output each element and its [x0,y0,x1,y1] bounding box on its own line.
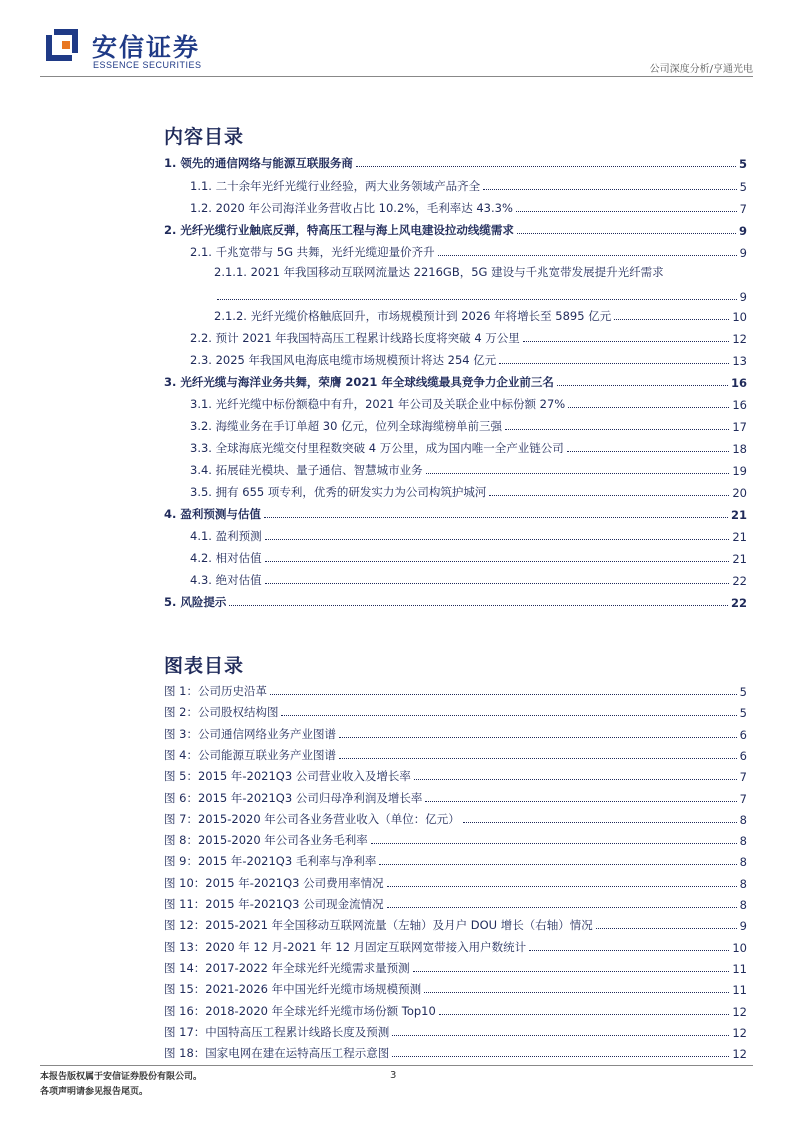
toc-entry[interactable] [190,546,747,566]
leader-dots [387,907,737,908]
figure-entry[interactable] [164,679,747,699]
figure-entry[interactable] [164,871,747,891]
footer-divider [40,1065,753,1066]
toc-entry-text: 3.1. 光纤光缆中标份额稳中有升，2021 年公司及关联企业中标份额 27% [190,397,566,411]
toc-page-number: 5 [739,180,747,194]
leader-dots [483,189,737,190]
figure-entry-text: 图 15：2021-2026 年中国光纤光缆市场规模预测 [164,982,422,997]
leader-dots [425,801,736,802]
leader-dots [265,561,730,562]
toc-entry-text: 1.1. 二十余年光纤光缆行业经验，两大业务领域产品齐全 [190,179,481,193]
toc-entry[interactable] [164,370,747,390]
leader-dots [281,715,736,716]
toc-entry[interactable] [190,458,747,478]
toc-entry[interactable] [214,284,747,304]
toc-entry-text: 2.3. 2025 年我国风电海底电缆市场规模预计将达 254 亿元 [190,353,497,367]
leader-dots [499,363,729,364]
figure-entry-text: 图 6：2015 年-2021Q3 公司归母净利润及增长率 [164,790,423,805]
leader-dots [413,971,730,972]
toc-entry[interactable] [190,240,747,260]
toc-page-number: 19 [732,464,747,478]
leader-dots [568,407,729,408]
brand-name-en: ESSENCE SECURITIES [93,60,202,70]
toc-entry-text: 3. 光纤光缆与海洋业务共舞，荣膺 2021 年全球线缆最具竞争力企业前三名 [164,375,554,389]
figure-entry[interactable] [164,1020,747,1040]
toc-entry-text[interactable]: 2.1.1. 2021 年我国移动互联网流量达 2216GB，5G 建设与千兆宽带发展提升光纤需求 [214,265,664,279]
leader-dots [614,319,729,320]
figure-entry[interactable] [164,764,747,784]
leader-dots [529,950,729,951]
figure-entry[interactable] [164,786,747,806]
report-type: 公司深度分析/亨通光电 [649,64,753,75]
leader-dots [392,1035,729,1036]
figure-entry-text: 图 12：2015-2021 年全国移动互联网流量（左轴）及月户 DOU 增长（右轴）情况 [164,918,593,933]
toc-page-number: 9 [739,290,747,304]
leader-dots [392,1056,729,1057]
toc-page-number: 5 [738,157,747,171]
toc-page-number: 21 [730,508,747,522]
figure-page-number: 8 [739,855,747,870]
toc-entry[interactable] [190,174,747,194]
toc-entry-text: 4.3. 绝对估值 [190,573,262,587]
figure-page-number: 10 [732,940,747,955]
leader-dots [265,539,730,540]
leader-dots [517,233,736,234]
figure-entry-text: 图 3：公司通信网络业务产业图谱 [164,726,336,741]
toc-page-number: 20 [732,486,747,500]
brand-name-cn: 安信证券 [92,33,201,62]
toc-entry[interactable] [190,326,747,346]
toc-entry[interactable] [190,524,747,544]
figure-entry-text: 图 14：2017-2022 年全球光纤光缆需求量预测 [164,960,410,975]
figure-entry-text: 图 4：公司能源互联业务产业图谱 [164,747,336,762]
figure-page-number: 5 [739,706,747,721]
toc-page-number: 13 [732,354,747,368]
leader-dots [270,694,737,695]
toc-entry[interactable] [164,502,747,522]
toc-page-number: 18 [732,442,747,456]
leader-dots [596,928,737,929]
figure-page-number: 8 [739,834,747,849]
leader-dots [489,495,729,496]
toc-entry[interactable] [190,436,747,456]
toc-page-number: 9 [738,224,747,238]
leader-dots [339,758,737,759]
leader-dots [339,737,737,738]
figure-entry-text: 图 18：国家电网在建在运特高压工程示意图 [164,1046,390,1061]
toc-entry[interactable] [164,218,747,238]
figure-entry[interactable] [164,700,747,720]
toc-page-number: 16 [730,376,747,390]
figure-page-number: 8 [739,812,747,827]
figure-page-number: 11 [732,961,747,976]
toc-entry[interactable] [164,151,747,171]
toc-entry[interactable] [214,304,747,324]
figure-entry-text: 图 9：2015 年-2021Q3 毛利率与净利率 [164,854,377,869]
leader-dots [516,211,737,212]
toc-entry-text: 2.2. 预计 2021 年我国特高压工程累计线路长度将突破 4 万公里 [190,331,520,345]
toc-entry-text: 4. 盈利预测与估值 [164,507,261,521]
toc-page-number: 22 [730,596,747,610]
footer-copyright: 本报告版权属于安信证券股份有限公司。 [40,1072,203,1082]
figure-page-number: 7 [739,770,747,785]
figure-entry[interactable] [164,977,747,997]
toc-entry-text: 5. 风险提示 [164,595,227,609]
leader-dots [438,255,737,256]
toc-entry-text: 1. 领先的通信网络与能源互联服务商 [164,156,353,170]
toc-title: 内容目录 [164,126,245,148]
toc-page-number: 7 [739,202,747,216]
toc-entry-text: 2. 光纤光缆行业触底反弹，特高压工程与海上风电建设拉动线缆需求 [164,223,514,237]
figure-entry[interactable] [164,849,747,869]
figure-entry-text: 图 1：公司历史沿革 [164,684,267,698]
figure-entry[interactable] [164,1041,747,1061]
figure-entry[interactable] [164,828,747,848]
leader-dots [379,864,736,865]
figure-entry-text: 图 2：公司股权结构图 [164,705,279,720]
toc-entry[interactable] [190,348,747,368]
leader-dots [414,779,737,780]
figure-page-number: 8 [739,898,747,912]
leader-dots [463,822,737,823]
header-divider [40,76,753,77]
toc-entry[interactable] [190,568,747,588]
figure-entry-text: 图 17：中国特高压工程累计线路长度及预测 [164,1024,390,1039]
figure-entry-text: 图 13：2020 年 12 月-2021 年 12 月固定互联网宽带接入用户数统计 [164,939,527,954]
toc-entry-text: 4.1. 盈利预测 [190,529,262,543]
figure-entry[interactable] [164,892,747,912]
toc-entry[interactable] [190,414,747,434]
figure-page-number: 7 [739,791,747,806]
leader-dots [371,843,737,844]
toc-page-number: 12 [732,332,747,346]
footer-disclaimer: 各项声明请参见报告尾页。 [40,1087,149,1097]
toc-entry-text: 4.2. 相对估值 [190,551,262,565]
toc-entry-text: 3.2. 海缆业务在手订单超 30 亿元，位列全球海缆榜单前三强 [190,419,503,433]
toc-entry[interactable] [190,392,747,412]
leader-dots [356,166,736,167]
leader-dots [523,341,730,342]
figure-page-number: 6 [739,748,747,763]
page-header [0,0,793,80]
toc-page-number: 22 [732,574,747,588]
figure-entry-text: 图 5：2015 年-2021Q3 公司营业收入及增长率 [164,769,411,784]
leader-dots [229,605,728,606]
figure-entry[interactable] [164,807,747,827]
leader-dots [505,429,729,430]
toc-entry[interactable] [164,590,747,610]
toc-page-number: 17 [732,420,747,434]
toc-page-number: 21 [732,530,747,544]
toc-page-number: 10 [732,310,747,324]
toc-entry[interactable] [190,196,747,216]
figure-entry-text: 图 16：2018-2020 年全球光纤光缆市场份额 Top10 [164,1003,436,1018]
figure-page-number: 9 [739,919,747,934]
figure-page-number: 11 [732,983,747,998]
leader-dots [439,1014,730,1015]
figure-entry-text: 图 7：2015-2020 年公司各业务营业收入（单位：亿元） [164,811,460,826]
figure-entry[interactable] [164,999,747,1019]
leader-dots [387,886,737,887]
leader-dots [264,517,728,518]
figure-entry[interactable] [164,913,747,933]
toc-entry-text: 1.2. 2020 年公司海洋业务营收占比 10.2%，毛利率达 43.3% [190,201,513,215]
toc-page-number: 9 [739,246,747,260]
leader-dots [557,385,728,386]
toc-entry-text: 2.1.2. 光纤光缆价格触底回升，市场规模预计到 2026 年将增长至 5895 亿元 [214,309,612,323]
leader-dots [265,583,730,584]
figure-page-number: 12 [732,1025,747,1040]
leader-dots [426,473,730,474]
figure-entry[interactable] [164,956,747,976]
toc-page-number: 16 [732,398,747,412]
figure-page-number: 6 [739,727,747,742]
leader-dots [217,299,737,300]
figure-page-number: 12 [732,1047,747,1062]
figure-entry-text: 图 8：2015-2020 年公司各业务毛利率 [164,833,368,848]
figure-entry[interactable] [164,743,747,763]
figure-entry[interactable] [164,935,747,955]
leader-dots [567,451,730,452]
toc-page-number: 21 [732,552,747,566]
figure-page-number: 5 [739,685,747,699]
figure-entry[interactable] [164,722,747,742]
company-logo-icon [44,27,80,63]
figure-entry-text: 图 10：2015 年-2021Q3 公司费用率情况 [164,875,384,890]
toc-entry-text: 3.3. 全球海底光缆交付里程数突破 4 万公里，成为国内唯一全产业链公司 [190,441,564,455]
leader-dots [424,992,729,993]
toc-entry[interactable] [190,480,747,500]
figure-entry-text: 图 11：2015 年-2021Q3 公司现金流情况 [164,897,384,911]
toc-entry-text: 2.1. 千兆宽带与 5G 共舞，光纤光缆迎量价齐升 [190,245,435,259]
toc-entry-text: 3.4. 拓展硅光模块、量子通信、智慧城市业务 [190,463,423,477]
toc-entry-text: 3.5. 拥有 655 项专利，优秀的研发实力为公司构筑护城河 [190,485,487,499]
figure-page-number: 8 [739,876,747,891]
page-number: 3 [390,1070,397,1081]
figure-page-number: 12 [732,1004,747,1019]
figures-title: 图表目录 [164,655,245,677]
